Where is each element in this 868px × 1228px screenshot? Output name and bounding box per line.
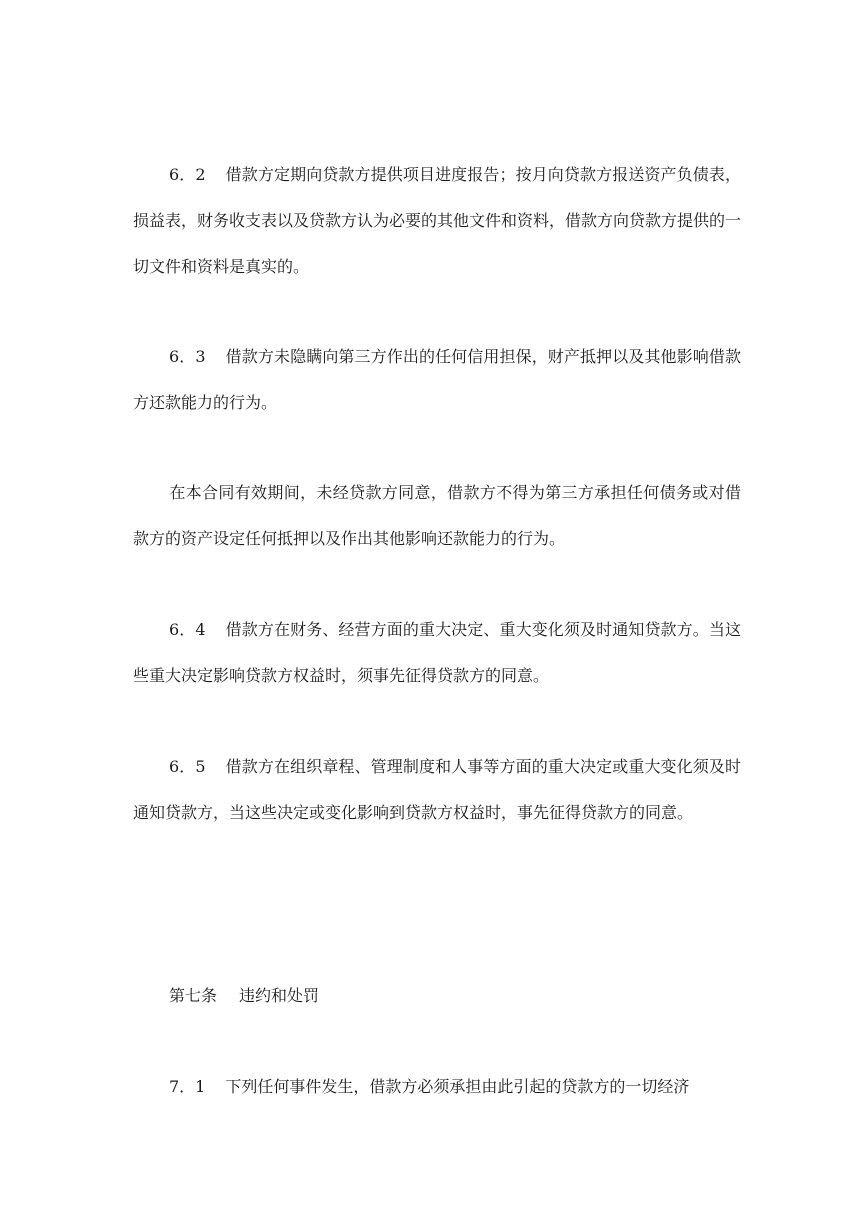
clause-text: 借款方定期向贷款方提供项目进度报告；按月向贷款方报送资产负债表，损益表，财务收支表以及贷款方认为必要的其他文件和资料，借款方向贷款方提供的一切文件和资料是真实的。 <box>133 165 742 276</box>
clause-text: 下列任何事件发生，借款方必须承担由此引起的贷款方的一切经济 <box>225 1077 690 1096</box>
clause-number: 6．5 <box>169 757 206 776</box>
clause-term-restriction <box>133 470 741 562</box>
clause-6-2 <box>133 152 741 290</box>
clause-6-4 <box>133 607 741 699</box>
clause-number: 6．2 <box>169 165 206 184</box>
article-title: 违约和处罚 <box>239 986 320 1005</box>
clause-text: 借款方在组织章程、管理制度和人事等方面的重大决定或重大变化须及时通知贷款方，当这些决定或变化影响到贷款方权益时，事先征得贷款方的同意。 <box>133 757 741 822</box>
clause-6-5 <box>133 744 741 836</box>
clause-text: 借款方在财务、经营方面的重大决定、重大变化须及时通知贷款方。当这些重大决定影响贷款方权益时，须事先征得贷款方的同意。 <box>133 620 741 685</box>
article-number: 第七条 <box>169 986 218 1005</box>
clause-number: 6．3 <box>169 347 206 366</box>
clause-text: 借款方未隐瞒向第三方作出的任何信用担保，财产抵押以及其他影响借款方还款能力的行为。 <box>133 347 741 412</box>
article-7-heading <box>169 973 319 1019</box>
clause-number: 6．4 <box>169 620 206 639</box>
clause-number: 7．1 <box>169 1077 206 1096</box>
clause-6-3 <box>133 334 741 426</box>
clause-text: 在本合同有效期间，未经贷款方同意，借款方不得为第三方承担任何债务或对借款方的资产设定任何抵押以及作出其他影响还款能力的行为。 <box>133 483 741 548</box>
clause-7-1 <box>133 1064 741 1110</box>
